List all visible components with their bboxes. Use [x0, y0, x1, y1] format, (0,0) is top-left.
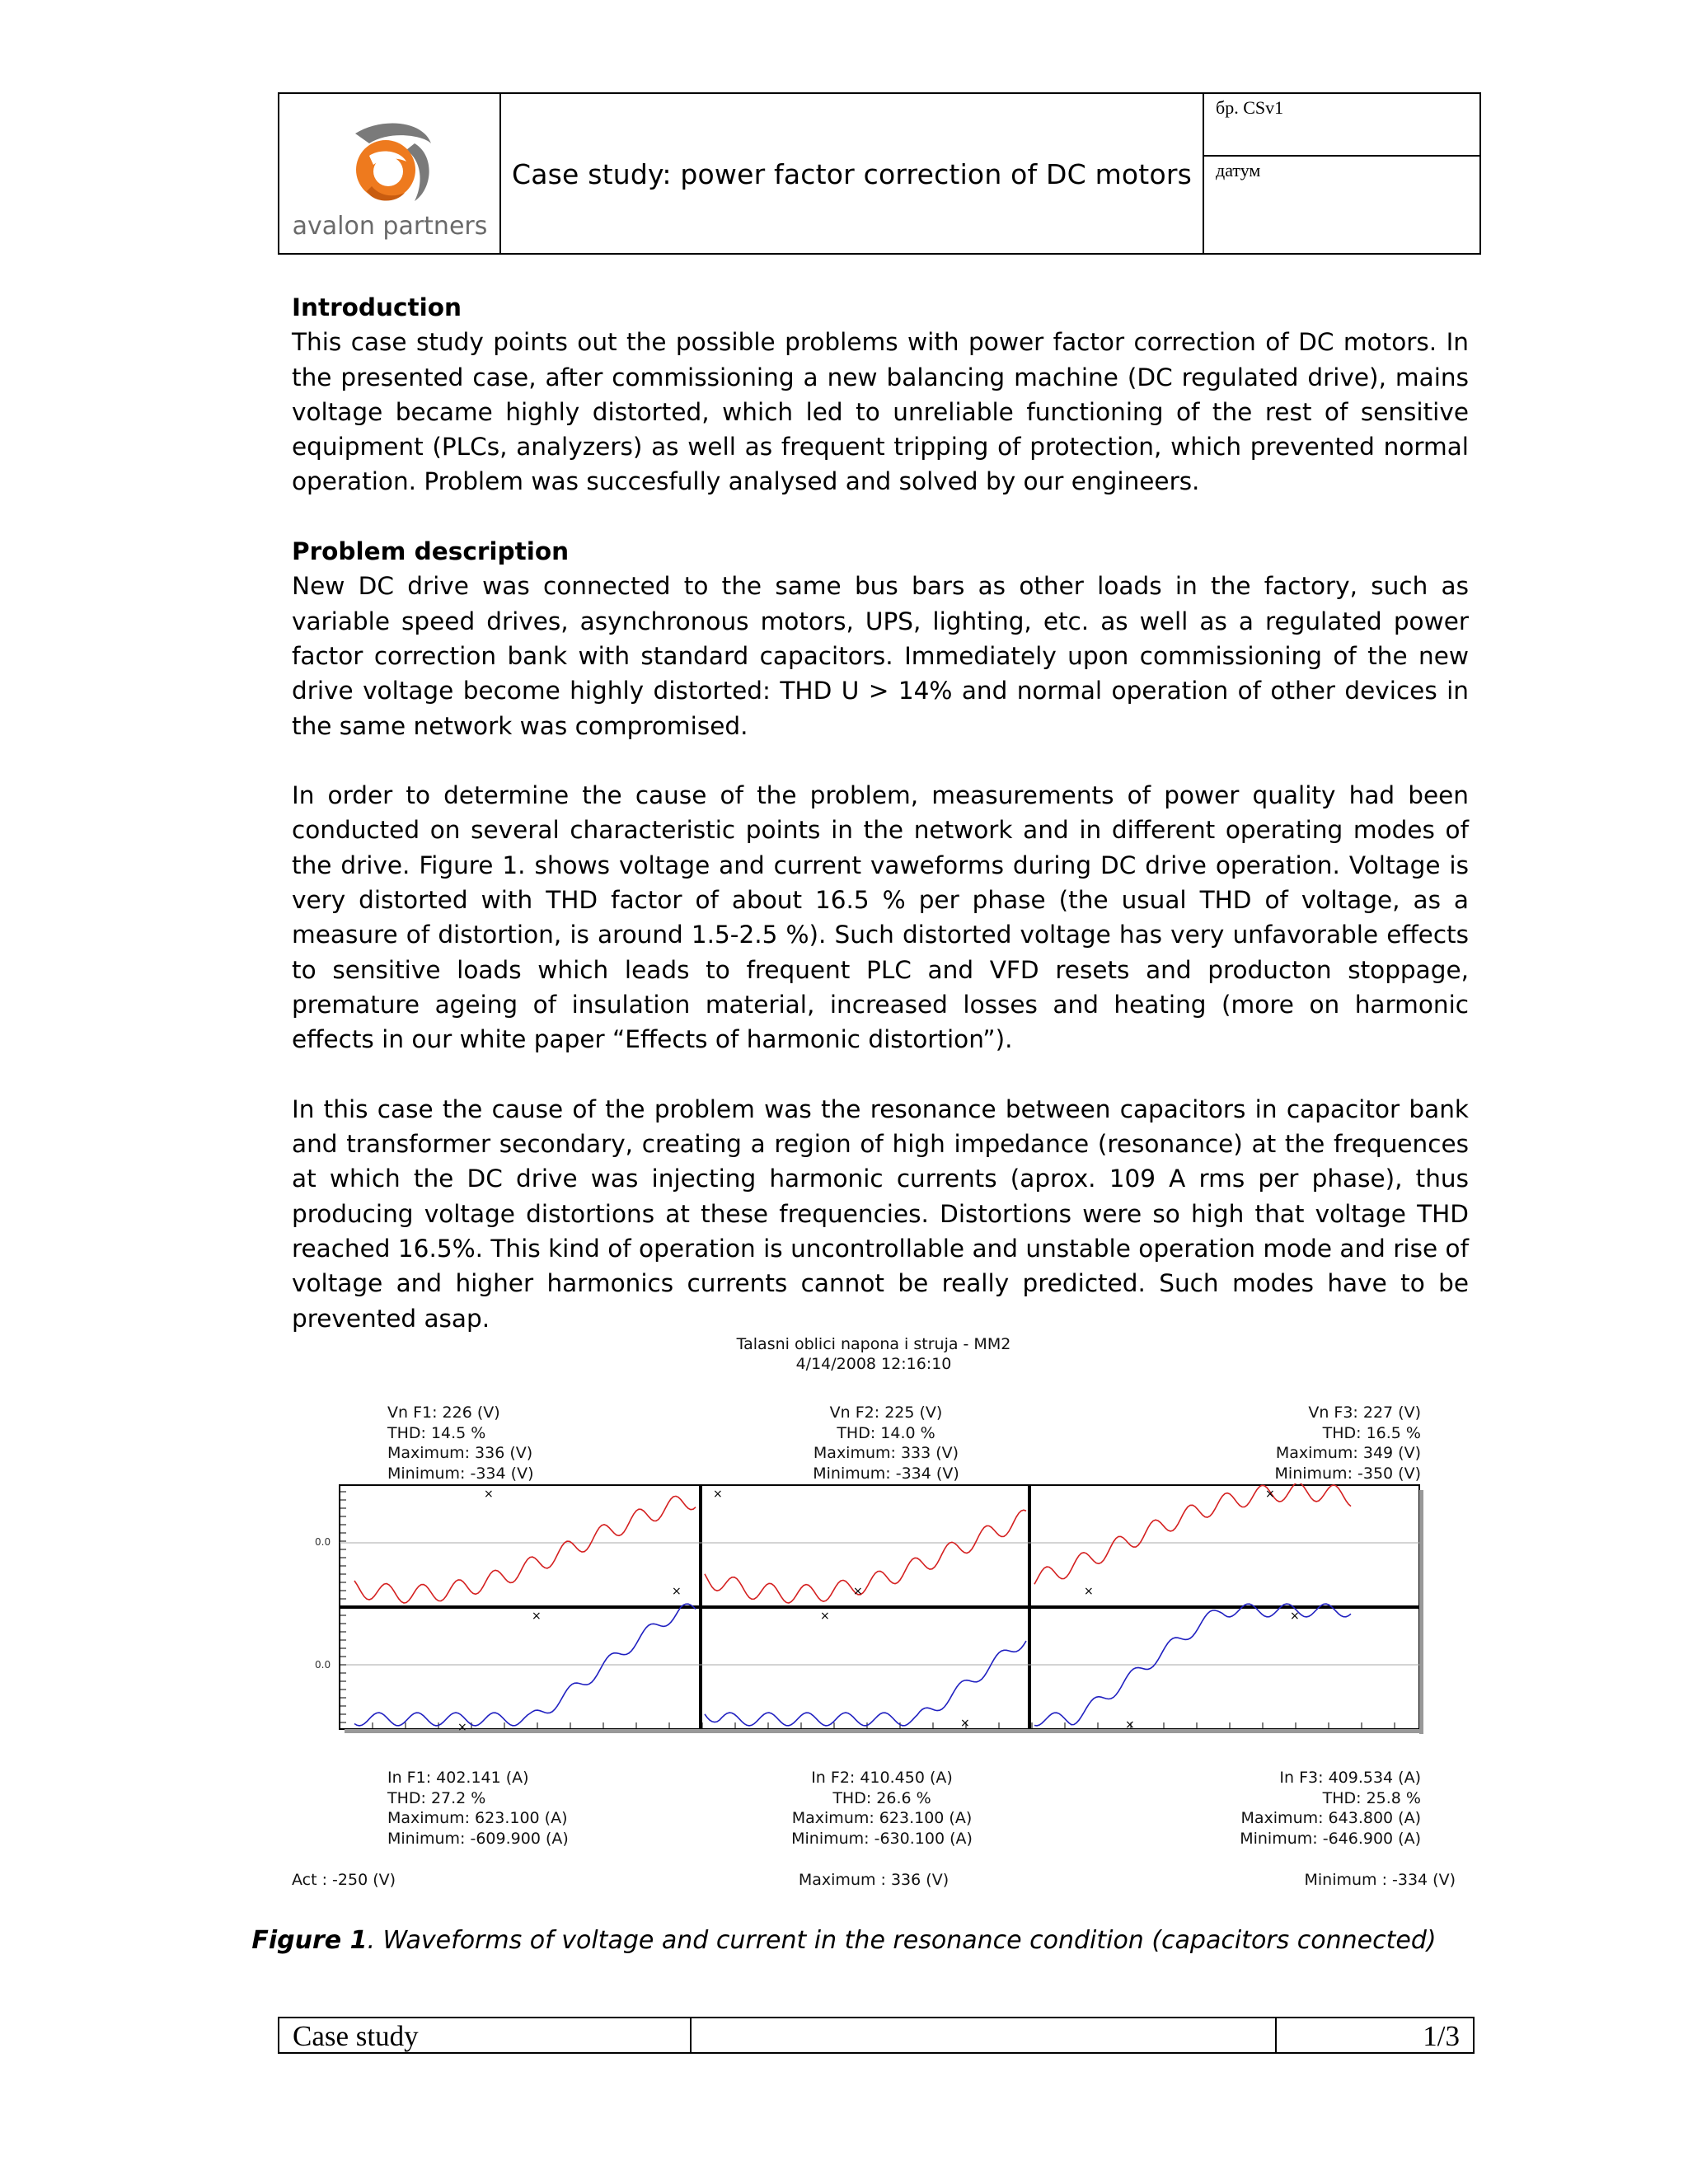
peak-marker: × — [672, 1585, 682, 1598]
stat-line: Maximum: 333 (V) — [813, 1444, 959, 1462]
stat-line: THD: 16.5 % — [1322, 1423, 1421, 1442]
document-title: Case study: power factor correction of DC motors — [511, 158, 1192, 190]
footer-table — [278, 2017, 1475, 2054]
figure-title: Talasni oblici napona i struja - MM2 — [736, 1335, 1011, 1353]
document-number: бр. CSv1 — [1216, 97, 1284, 118]
stat-line: In F2: 410.450 (A) — [811, 1769, 953, 1787]
stat-line: Minimum: -646.900 (A) — [1240, 1829, 1421, 1848]
y-zero-label-voltage: 0.0 — [315, 1536, 331, 1548]
footer-max: Maximum : 336 (V) — [798, 1871, 950, 1889]
voltage-stats-f3 — [1275, 1403, 1421, 1483]
plot-shadow — [345, 1729, 1423, 1733]
current-stats-f3 — [1240, 1768, 1421, 1849]
footer-divider — [690, 2018, 692, 2052]
waveform-figure — [288, 1335, 1475, 1896]
stat-line: Maximum: 643.800 (A) — [1240, 1809, 1421, 1827]
stat-line: In F1: 402.141 (A) — [387, 1769, 529, 1787]
peak-marker: × — [1125, 1718, 1135, 1732]
stat-line: Vn F3: 227 (V) — [1308, 1404, 1421, 1422]
caption-label: Figure 1 — [251, 1926, 368, 1955]
stat-line: Minimum: -334 (V) — [813, 1464, 959, 1483]
caption-text: . Waveforms of voltage and current in the resonance condition (capacitors connected) — [367, 1926, 1437, 1955]
header-divider — [1203, 155, 1479, 157]
y-zero-label-current: 0.0 — [315, 1659, 331, 1671]
peak-marker: × — [820, 1610, 830, 1623]
peak-marker: × — [713, 1488, 723, 1501]
measurement-paragraph: In order to determine the cause of the problem, measurements of power quality had been conducted on several characteristic points in the network and in different operating modes of the drive. Figure 1. shows voltage and current vaweforms during DC drive operation. Voltage is very distorted with THD factor of about 16.5 % per phase (the usual THD of voltage, as a measure of distortion, is around 1.5-2.5 %). Such distorted voltage has very unfavorable effects to sensitive loads which leads to frequent PLC and VFD resets and producton stoppage, premature ageing of insulation material, increased losses and heating (more on harmonic effects in our white paper “Effects of harmonic distortion”). — [292, 781, 1469, 1054]
stat-line: Minimum: -630.100 (A) — [791, 1829, 973, 1848]
intro-paragraph: This case study points out the possible problems with power factor correction of DC motors. In the presented case, after commissioning a new balancing machine (DC regulated drive), mains voltage became highly distorted, which led to unreliable functioning of the rest of sensitive equipment (PLCs, analyzers) as well as frequent tripping of protection, which prevented normal operation. Problem was succesfully analysed and solved by our engineers. — [292, 328, 1469, 496]
current-stats-f2 — [783, 1768, 981, 1849]
stat-line: Minimum: -334 (V) — [387, 1464, 534, 1483]
peak-marker: × — [1265, 1488, 1275, 1501]
figure-caption — [0, 1926, 1688, 1955]
problem-paragraph: New DC drive was connected to the same bus bars as other loads in the factory, such as variable speed drives, asynchronous motors, UPS, lighting, etc. as well as a regulated power factor correction bank with standard capacitors. Immediately upon commissioning of the new drive voltage become highly distorted: THD U > 14% and normal operation of other devices in the same network was compromised. — [292, 572, 1469, 740]
document-body — [292, 290, 1469, 1336]
stat-line: Maximum: 349 (V) — [1275, 1444, 1421, 1462]
stat-line: Maximum: 623.100 (A) — [387, 1809, 568, 1827]
stat-line: THD: 26.6 % — [832, 1788, 931, 1807]
stat-line: Vn F1: 226 (V) — [387, 1404, 500, 1422]
peak-marker: × — [853, 1585, 863, 1598]
stat-line: Vn F2: 225 (V) — [829, 1404, 943, 1422]
avalon-logo — [291, 110, 489, 242]
stat-line: Maximum: 336 (V) — [387, 1444, 533, 1462]
peak-marker: × — [1290, 1610, 1300, 1623]
footer-divider — [1275, 2018, 1277, 2052]
plot-shadow — [1419, 1490, 1423, 1734]
footer-act: Act : -250 (V) — [292, 1871, 396, 1889]
stat-line: THD: 14.0 % — [837, 1423, 935, 1442]
logo-wordmark: avalon partners — [292, 212, 488, 241]
stat-line: In F3: 409.534 (A) — [1279, 1769, 1421, 1787]
peak-marker: × — [532, 1610, 542, 1623]
peak-marker: × — [484, 1488, 494, 1501]
voltage-stats-f1 — [387, 1403, 533, 1483]
peak-marker: × — [960, 1717, 970, 1730]
header-divider — [1203, 94, 1204, 253]
figure-timestamp: 4/14/2008 12:16:10 — [795, 1355, 952, 1373]
intro-heading: Introduction — [292, 293, 462, 321]
header-table — [278, 92, 1481, 255]
stat-line: Maximum: 623.100 (A) — [791, 1809, 973, 1827]
cause-paragraph: In this case the cause of the problem was the resonance between capacitors in capacitor bank and transformer secondary, creating a region of high impedance (resonance) at the frequences at which the DC drive was injecting harmonic currents (aprox. 109 A rms per phase), thus producing voltage distortions at these frequencies. Distortions were so high that voltage THD reached 16.5%. This kind of operation is uncontrollable and unstable operation mode and rise of voltage and higher harmonics currents cannot be really predicted. Such modes have to be prevented asap. — [292, 1094, 1469, 1333]
current-stats-f1 — [387, 1768, 569, 1849]
footer-min: Minimum : -334 (V) — [1304, 1871, 1456, 1889]
peak-marker: × — [1084, 1585, 1094, 1598]
stat-line: THD: 14.5 % — [387, 1423, 486, 1442]
date-label: датум — [1216, 160, 1261, 180]
footer-label: Case study — [293, 2020, 419, 2052]
page-number: 1/3 — [1423, 2020, 1460, 2052]
stat-line: Minimum: -350 (V) — [1274, 1464, 1421, 1483]
stat-line: THD: 25.8 % — [1322, 1788, 1421, 1807]
peak-marker: × — [457, 1721, 467, 1734]
voltage-stats-f2 — [799, 1403, 973, 1483]
stat-line: THD: 27.2 % — [387, 1788, 486, 1807]
stat-line: Minimum: -609.900 (A) — [387, 1829, 569, 1848]
problem-heading: Problem description — [292, 537, 570, 566]
waveform-plot — [288, 1483, 1475, 1747]
